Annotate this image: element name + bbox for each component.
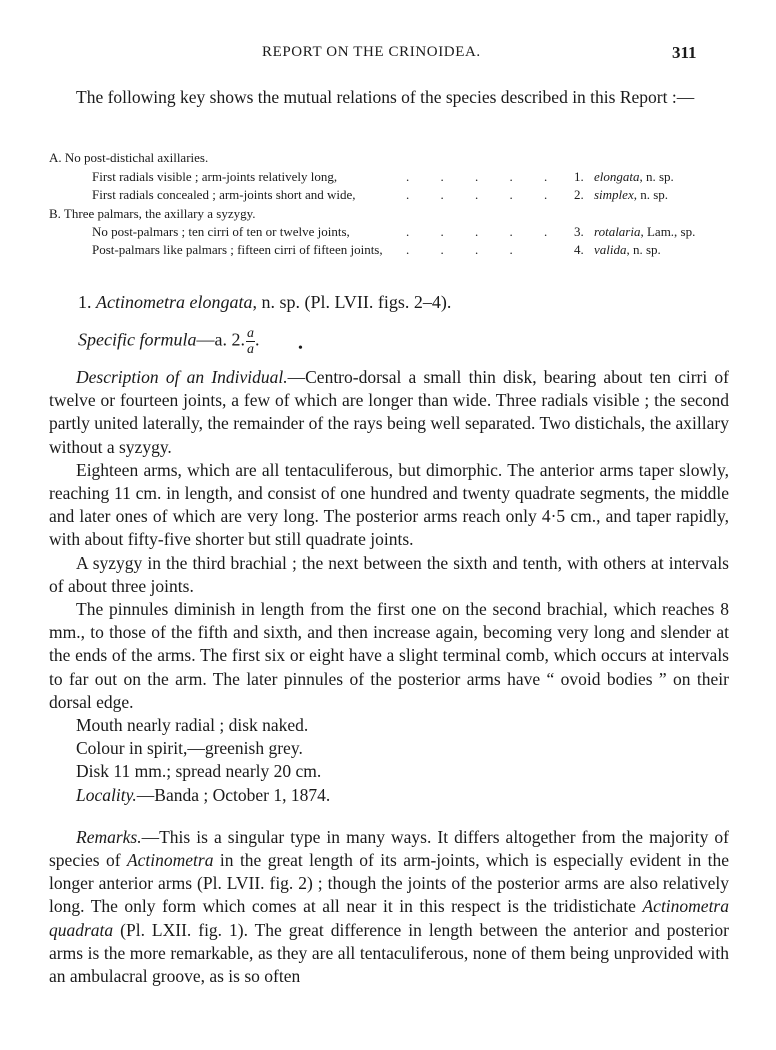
formula-fraction <box>246 326 255 357</box>
remarks-species: Actinometra quadrata <box>49 896 729 940</box>
key-entry-text: No post-palmars ; ten cirri of ten or twelve joints, <box>92 224 350 239</box>
remarks-text-3: (Pl. LXII. fig. 1). The great difference in length between the anterior and posterior arms is the more remarkable, as they are all tentaculiferous, none of them being unprovided with an ambulacral groove, as is so often <box>49 919 729 987</box>
species-number: 1. <box>78 292 92 312</box>
key-heading-a: A. No post-distichal axillaries. <box>49 150 209 165</box>
page-number: 311 <box>672 43 697 62</box>
formula-prefix: —a. 2. <box>196 329 245 350</box>
remarks-text-1: —This is a singular type in many ways. It differs altogether from the majority of species of <box>49 826 729 871</box>
key-species-name <box>594 169 674 185</box>
key-species-suffix: , n. sp. <box>639 169 674 184</box>
key-leader-dots: . . . . . <box>406 169 562 184</box>
formula-label: Specific formula <box>78 329 197 350</box>
key-species-epithet: elongata <box>594 169 640 184</box>
species-name: Actinometra elongata <box>96 292 253 312</box>
mouth-line: Mouth nearly radial ; disk naked. <box>76 715 309 736</box>
key-entry <box>49 224 729 242</box>
description-lead: Description of an Individual. <box>76 367 288 387</box>
key-entry-number: 4. <box>574 242 584 257</box>
key-entry <box>49 169 729 187</box>
intro-paragraph: The following key shows the mutual relations of the species described in this Report :— <box>76 87 695 107</box>
key-species-name <box>594 224 695 240</box>
species-heading <box>78 292 451 313</box>
formula-numerator: a <box>246 326 254 341</box>
key-species-epithet: simplex <box>594 187 634 202</box>
locality-label: Locality. <box>76 784 137 805</box>
key-leader-dots: . . . . <box>406 242 527 257</box>
key-heading-b: B. Three palmars, the axillary a syzygy. <box>49 206 256 221</box>
key-entry-text: Post-palmars like palmars ; fifteen cirri of fifteen joints, <box>92 242 383 257</box>
key-species-suffix: , n. sp. <box>626 242 661 257</box>
running-head <box>0 44 776 68</box>
remarks-lead: Remarks. <box>76 826 142 847</box>
syzygy-paragraph: A syzygy in the third brachial ; the next between the sixth and tenth, with others at intervals of about three joints. <box>49 552 729 596</box>
running-title: REPORT ON THE CRINOIDEA. <box>262 44 481 60</box>
colour-line: Colour in spirit,—greenish grey. <box>76 738 303 759</box>
remarks-text-2: in the great length of its arm-joints, which is especially evident in the longer anterior arms (Pl. LVII. fig. 2) ; though the joints of the posterior arms are also relatively long. The only form which comes at all near it in this respect is the tridistichate <box>49 850 729 917</box>
remarks-genus: Actinometra <box>126 850 214 871</box>
specific-formula <box>78 326 259 370</box>
key-entry-text: First radials concealed ; arm-joints short and wide, <box>92 187 356 202</box>
description-paragraph <box>49 366 729 459</box>
description-body <box>49 366 729 988</box>
key-entry-number: 2. <box>574 187 584 202</box>
description-text: —Centro-dorsal a small thin disk, bearing about ten cirri of twelve or fourteen joints, a few of which are longer than wide. Three radials visible ; the second partly united laterally, the remainder of the rays being well separated. Two distichals, the axillary without a syzygy. <box>49 367 729 457</box>
species-plate-ref: , n. sp. (Pl. LVII. figs. 2–4). <box>252 292 452 312</box>
key-entry-text: First radials visible ; arm-joints relatively long, <box>92 169 338 184</box>
pinnules-paragraph: The pinnules diminish in length from the first one on the second brachial, which reaches 8 mm., to those of the fifth and sixth, and then increase again, becoming very long and slender at the ends of the arms. The first six or eight have a slight terminal comb, which occurs at intervals to far out on the arm. The later pinnules of the posterior arms have “ ovoid bodies ” on their dorsal edge. <box>49 599 729 712</box>
formula-end: . <box>254 329 260 350</box>
key-species-name <box>594 187 668 203</box>
key-entry-number: 1. <box>574 169 584 184</box>
key-entry-number: 3. <box>574 224 584 239</box>
key-species-name <box>594 242 661 258</box>
disk-line: Disk 11 mm.; spread nearly 20 cm. <box>76 761 322 782</box>
key-species-suffix: , n. sp. <box>633 187 669 202</box>
formula-denominator: a <box>246 342 254 357</box>
key-entry <box>49 187 729 205</box>
locality-line <box>49 784 729 807</box>
key-species-epithet: valida <box>594 242 627 257</box>
key-species-suffix: , Lam., sp. <box>640 224 696 239</box>
remarks-paragraph <box>49 826 729 988</box>
key-leader-dots: . . . . . <box>406 224 562 239</box>
key-species-epithet: rotalaria <box>594 224 641 239</box>
locality-text: —Banda ; October 1, 1874. <box>136 784 331 805</box>
arms-paragraph: Eighteen arms, which are all tentaculiferous, but dimorphic. The anterior arms taper slowly, reaching 11 cm. in length, and consist of one hundred and twenty quadrate segments, the middle and later ones of which are very long. The posterior arms reach only 4·5 cm., and taper rapidly, with about fifty-five shorter but still quadrate joints. <box>49 459 729 550</box>
key-entry <box>49 242 729 260</box>
key-leader-dots: . . . . . <box>406 187 562 202</box>
stray-mark: • <box>298 341 303 356</box>
